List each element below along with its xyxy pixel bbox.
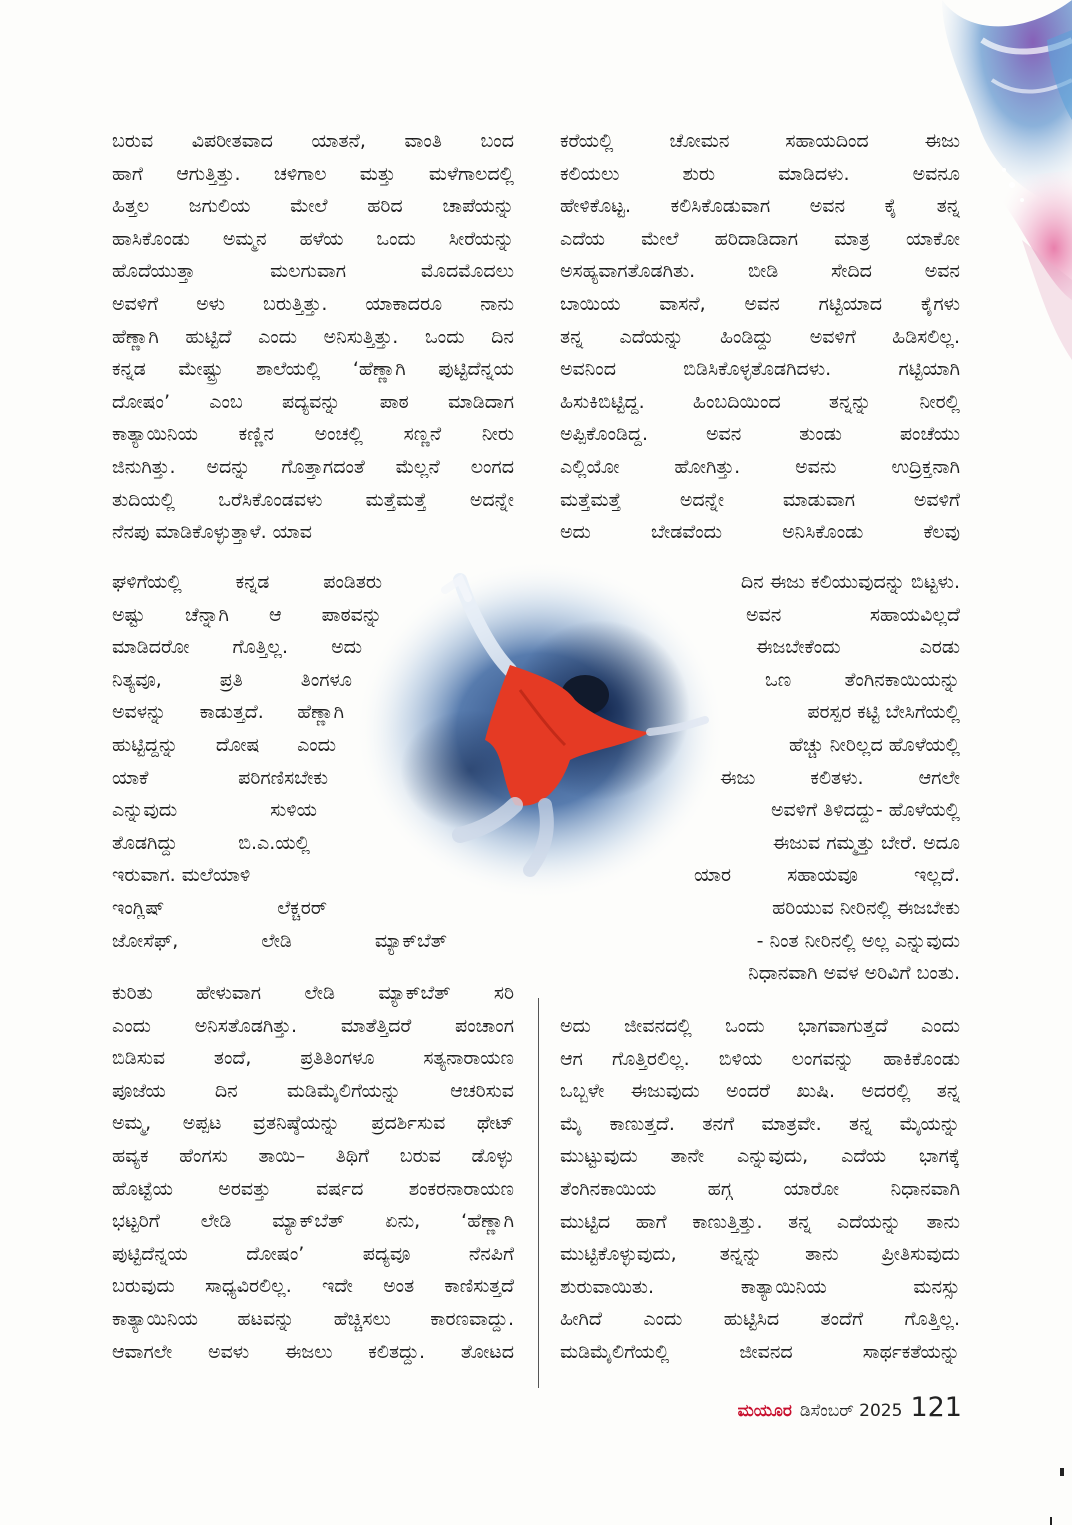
text-line: ತೆಂಗಿನಕಾಯಿಯ ಹಗ್ಗ ಯಾರೋ ನಿಧಾನವಾಗಿ	[560, 1177, 960, 1200]
text-line: ಮುಟ್ಟುವುದು ತಾನೇ ಎನ್ನುವುದು, ಎದೆಯ ಭಾಗಕ್ಕೆ	[560, 1145, 960, 1168]
text-line: ನಿತ್ಯವೂ, ಪ್ರತಿ ತಿಂಗಳೂ	[112, 668, 352, 691]
text-line: ಹೆಣ್ಣಾಗಿ ಹುಟ್ಟಿದೆ ಎಂದು ಅನಿಸುತ್ತಿತ್ತು. ಒಂದು ದಿನ	[112, 325, 514, 348]
text-line: ಅಸಹ್ಯವಾಗತೊಡಗಿತು. ಬೀಡಿ ಸೇದಿದ ಅವನ	[560, 260, 960, 283]
text-line: ಎಂದು ಅನಿಸತೊಡಗಿತ್ತು. ಮಾತೆತ್ತಿದರೆ ಪಂಚಾಂಗ	[112, 1014, 514, 1037]
text-line: ಅದು ಜೀವನದಲ್ಲಿ ಒಂದು ಭಾಗವಾಗುತ್ತದೆ ಎಂದು	[560, 1015, 960, 1037]
text-line: ತನ್ನ ಎದೆಯನ್ನು ಹಿಂಡಿದ್ದು ಅವಳಿಗೆ ಹಿಡಿಸಲಿಲ್ಲ.	[560, 325, 960, 348]
text-line: ಯಾರ ಸಹಾಯವೂ ಇಲ್ಲದೆ.	[694, 864, 960, 887]
text-line: ನಿಧಾನವಾಗಿ ಅವಳ ಅರಿವಿಗೆ ಬಂತು.	[748, 962, 960, 985]
text-line: ಹಿಸುಕಿಬಿಟ್ಟಿದ್ದ. ಹಿಂಬದಿಯಿಂದ ತನ್ನನ್ನು ನೀರಲ್ಲಿ	[560, 390, 960, 413]
text-line: ಬಿಡಿಸುವ ತಂದೆ, ಪ್ರತಿತಿಂಗಳೂ ಸತ್ಯನಾರಾಯಣ	[112, 1047, 514, 1070]
text-line: ಹೀಗಿದೆ ಎಂದು ಹುಟ್ಟಿಸಿದ ತಂದೆಗೆ ಗೊತ್ತಿಲ್ಲ.	[560, 1308, 960, 1331]
column-divider	[538, 998, 539, 1388]
issue-date: ಡಿಸೆಂಬರ್ 2025	[799, 1401, 903, 1421]
text-line: ಆಗ ಗೊತ್ತಿರಲಿಲ್ಲ. ಬಿಳಿಯ ಲಂಗವನ್ನು ಹಾಕಿಕೊಂಡು	[560, 1047, 960, 1070]
text-line: ಘಳಿಗೆಯಲ್ಲಿ ಕನ್ನಡ ಪಂಡಿತರು	[112, 571, 382, 593]
text-line: ಹರಿಯುವ ನೀರಿನಲ್ಲಿ ಈಜಬೇಕು	[772, 896, 960, 919]
text-line: ಜಿನುಗಿತ್ತು. ಅದನ್ನು ಗೊತ್ತಾಗದಂತೆ ಮೆಲ್ಲನೆ ಲಂಗದ	[112, 455, 514, 478]
text-line: ಅವಳನ್ನು ಕಾಡುತ್ತದೆ. ಹೆಣ್ಣಾಗಿ	[112, 701, 344, 724]
text-line: ಇರುವಾಗ. ಮಲೆಯಾಳಿ	[112, 864, 251, 887]
text-line: ದೋಷಂ’ ಎಂಬ ಪದ್ಯವನ್ನು ಪಾಠ ಮಾಡಿದಾಗ	[112, 390, 514, 413]
text-line: ಹಾಸಿಕೊಂಡು ಅಮ್ಮನ ಹಳೆಯ ಒಂದು ಸೀರೆಯನ್ನು	[112, 227, 514, 250]
right-column-bottom	[560, 1010, 960, 1369]
page-number: 121	[910, 1392, 962, 1423]
text-line: ಭಟ್ಟರಿಗೆ ಲೇಡಿ ಮ್ಯಾಕ್‌ಬೆತ್ ಏನು, ‘ಹೆಣ್ಣಾಗಿ	[112, 1210, 514, 1233]
text-line: ಬರುವ ವಿಪರೀತವಾದ ಯಾತನೆ, ವಾಂತಿ ಬಂದ	[112, 130, 514, 152]
text-line: ಹಾಗೆ ಆಗುತ್ತಿತ್ತು. ಚಳಿಗಾಲ ಮತ್ತು ಮಳೆಗಾಲದಲ್ಲಿ	[112, 162, 514, 185]
text-line: ಬಾಯಿಯ ವಾಸನೆ, ಅವನ ಗಟ್ಟಿಯಾದ ಕೈಗಳು	[560, 292, 960, 315]
text-line: ಹುಟ್ಟಿದ್ದನ್ನು ದೋಷ ಎಂದು	[112, 733, 336, 756]
text-line: ಎಲ್ಲಿಯೋ ಹೋಗಿತ್ತು. ಅವನು ಉದ್ರಿಕ್ತನಾಗಿ	[560, 455, 960, 478]
text-line: ಜೋಸೆಫ್, ಲೇಡಿ ಮ್ಯಾಕ್‌ಬೆತ್	[112, 929, 447, 952]
text-line: ಒಣ ತೆಂಗಿನಕಾಯಿಯನ್ನು	[765, 668, 960, 691]
text-line: ಬರುವುದು ಸಾಧ್ಯವಿರಲಿಲ್ಲ. ಇದೇ ಅಂತ ಕಾಣಿಸುತ್ತದೆ	[112, 1275, 514, 1298]
text-line: ಹಿತ್ತಲ ಜಗುಲಿಯ ಮೇಲೆ ಹರಿದ ಚಾಪೆಯನ್ನು	[112, 195, 514, 218]
magazine-name: ಮಯೂರ	[737, 1401, 792, 1421]
text-line: ಈಜು ಕಲಿತಳು. ಆಗಲೇ	[720, 766, 960, 789]
right-column-top	[560, 125, 960, 549]
text-line: ಆವಾಗಲೇ ಅವಳು ಈಜಲು ಕಲಿತದ್ದು. ತೋಟದ	[112, 1340, 514, 1363]
text-line: ಮುಟ್ಟಿದ ಹಾಗೆ ಕಾಣುತ್ತಿತ್ತು. ತನ್ನ ಎದೆಯನ್ನು ತಾನು	[560, 1210, 960, 1233]
page-footer	[700, 1392, 962, 1428]
text-line: ಅವನ ಸಹಾಯವಿಲ್ಲದೆ	[746, 603, 960, 626]
text-line: ಹೊದೆಯುತ್ತಾ ಮಲಗುವಾಗ ಮೊದಮೊದಲು	[112, 260, 514, 283]
right-column-wrap	[560, 566, 960, 990]
text-line: ಮತ್ತೆಮತ್ತೆ ಅದನ್ನೇ ಮಾಡುವಾಗ ಅವಳಿಗೆ	[560, 488, 960, 511]
text-line: ಇಂಗ್ಲಿಷ್ ಲೆಕ್ಚರರ್	[112, 896, 327, 919]
text-line: ತೊಡಗಿದ್ದು ಬಿ.ಎ.ಯಲ್ಲಿ	[112, 831, 310, 854]
text-line: ಪುಟ್ಟಿದೆನ್ನಯ ದೋಷಂ’ ಪದ್ಯವೂ ನೆನಪಿಗೆ	[112, 1242, 514, 1265]
text-line: ಮೈ ಕಾಣುತ್ತದೆ. ತನಗೆ ಮಾತ್ರವೇ. ತನ್ನ ಮೈಯನ್ನು	[560, 1112, 960, 1135]
text-line: ಒಬ್ಬಳೇ ಈಜುವುದು ಅಂದರೆ ಖುಷಿ. ಅದರಲ್ಲಿ ತನ್ನ	[560, 1080, 960, 1103]
text-line: ಎನ್ನುವುದು ಸುಳಿಯ	[112, 799, 317, 822]
text-line: ಕಲಿಯಲು ಶುರು ಮಾಡಿದಳು. ಅವನೂ	[560, 162, 960, 185]
crop-mark	[1050, 1517, 1052, 1525]
text-line: ಹವ್ಯಕ ಹೆಂಗಸು ತಾಯಿ– ತಿಥಿಗೆ ಬರುವ ಡೊಳ್ಳು	[112, 1144, 514, 1167]
text-line: ಹೆಚ್ಚು ನೀರಿಲ್ಲದ ಹೊಳೆಯಲ್ಲಿ	[788, 733, 960, 756]
text-line: ಕರೆಯಲ್ಲಿ ಚೋಮನ ಸಹಾಯದಿಂದ ಈಜು	[560, 130, 960, 152]
text-line: ಹೇಳಿಕೊಟ್ಟ. ಕಲಿಸಿಕೊಡುವಾಗ ಅವನ ಕೈ ತನ್ನ	[560, 195, 960, 218]
left-column-wrap	[112, 566, 447, 957]
text-line: ಅಷ್ಟು ಚೆನ್ನಾಗಿ ಆ ಪಾಠವನ್ನು	[112, 603, 382, 626]
text-line: ಪರಸ್ಪರ ಕಟ್ಟಿ ಬೇಸಿಗೆಯಲ್ಲಿ	[807, 701, 960, 724]
text-line: ಪೂಜೆಯ ದಿನ ಮಡಿಮೈಲಿಗೆಯನ್ನು ಆಚರಿಸುವ	[112, 1079, 514, 1102]
text-line: ಈಜುವ ಗಮ್ಮತ್ತು ಬೇರೆ. ಅದೂ	[772, 831, 960, 854]
text-line: ತುದಿಯಲ್ಲಿ ಒರೆಸಿಕೊಂಡವಳು ಮತ್ತೆಮತ್ತೆ ಅದನ್ನೇ	[112, 488, 514, 511]
text-line: ಅದು ಬೇಡವೆಂದು ಅನಿಸಿಕೊಂಡು ಕೆಲವು	[560, 521, 960, 544]
text-line: ಅವಳಿಗೆ ಅಳು ಬರುತ್ತಿತ್ತು. ಯಾಕಾದರೂ ನಾನು	[112, 292, 514, 315]
left-column-bottom	[112, 977, 514, 1368]
text-line: ಮುಟ್ಟಿಕೊಳ್ಳುವುದು, ತನ್ನನ್ನು ತಾನು ಪ್ರೀತಿಸುವುದು	[560, 1243, 960, 1266]
text-line: ನೆನಪು ಮಾಡಿಕೊಳ್ಳುತ್ತಾಳೆ. ಯಾವ	[112, 521, 312, 544]
text-line: ಯಾಕೆ ಪರಿಗಣಿಸಬೇಕು	[112, 766, 328, 789]
text-line: - ನಿಂತ ನೀರಿನಲ್ಲಿ ಅಲ್ಲ ಎನ್ನುವುದು	[756, 929, 960, 952]
text-line: ಕಾತ್ಯಾಯಿನಿಯ ಕಣ್ಣಿನ ಅಂಚಲ್ಲಿ ಸಣ್ಣನೆ ನೀರು	[112, 423, 514, 446]
text-line: ಮಾಡಿದರೋ ಗೊತ್ತಿಲ್ಲ. ಅದು	[112, 636, 362, 659]
text-line: ಅವಳಿಗೆ ತಿಳಿದದ್ದು- ಹೊಳೆಯಲ್ಲಿ	[770, 799, 960, 822]
left-column-top	[112, 125, 514, 549]
text-line: ಕುರಿತು ಹೇಳುವಾಗ ಲೇಡಿ ಮ್ಯಾಕ್‌ಬೆತ್ ಸರಿ	[112, 982, 514, 1004]
text-line: ಹೊಟ್ಟೆಯ ಅರವತ್ತು ವರ್ಷದ ಶಂಕರನಾರಾಯಣ	[112, 1177, 514, 1200]
text-line: ಎದೆಯ ಮೇಲೆ ಹರಿದಾಡಿದಾಗ ಮಾತ್ರ ಯಾಕೋ	[560, 227, 960, 250]
text-line: ದಿನ ಈಜು ಕಲಿಯುವುದನ್ನು ಬಿಟ್ಟಳು.	[740, 571, 960, 593]
text-line: ಕಾತ್ಯಾಯಿನಿಯ ಹಟವನ್ನು ಹೆಚ್ಚಿಸಲು ಕಾರಣವಾದ್ದು.	[112, 1307, 514, 1330]
text-line: ಮಡಿಮೈಲಿಗೆಯಲ್ಲಿ ಜೀವನದ ಸಾರ್ಥಕತೆಯನ್ನು	[560, 1340, 960, 1363]
text-line: ಶುರುವಾಯಿತು. ಕಾತ್ಯಾಯಿನಿಯ ಮನಸ್ಸು	[560, 1275, 960, 1298]
text-line: ಅಪ್ಪಿಕೊಂಡಿದ್ದ. ಅವನ ತುಂಡು ಪಂಚೆಯು	[560, 423, 960, 446]
text-line: ಅಮ್ಮ, ಅಪ್ಪಟ ವ್ರತನಿಷ್ಠೆಯನ್ನು ಪ್ರದರ್ಶಿಸುವ ಥೇಟ್	[112, 1112, 514, 1135]
crop-mark	[1060, 1468, 1064, 1476]
text-line: ಕನ್ನಡ ಮೇಷ್ಟ್ರು ಶಾಲೆಯಲ್ಲಿ ‘ಹೆಣ್ಣಾಗಿ ಪುಟ್ಟಿದೆನ್ನಯ	[112, 358, 514, 381]
text-line: ಅವನಿಂದ ಬಿಡಿಸಿಕೊಳ್ಳತೊಡಗಿದಳು. ಗಟ್ಟಿಯಾಗಿ	[560, 358, 960, 381]
text-line: ಈಜಬೇಕೆಂದು ಎರಡು	[756, 636, 960, 659]
